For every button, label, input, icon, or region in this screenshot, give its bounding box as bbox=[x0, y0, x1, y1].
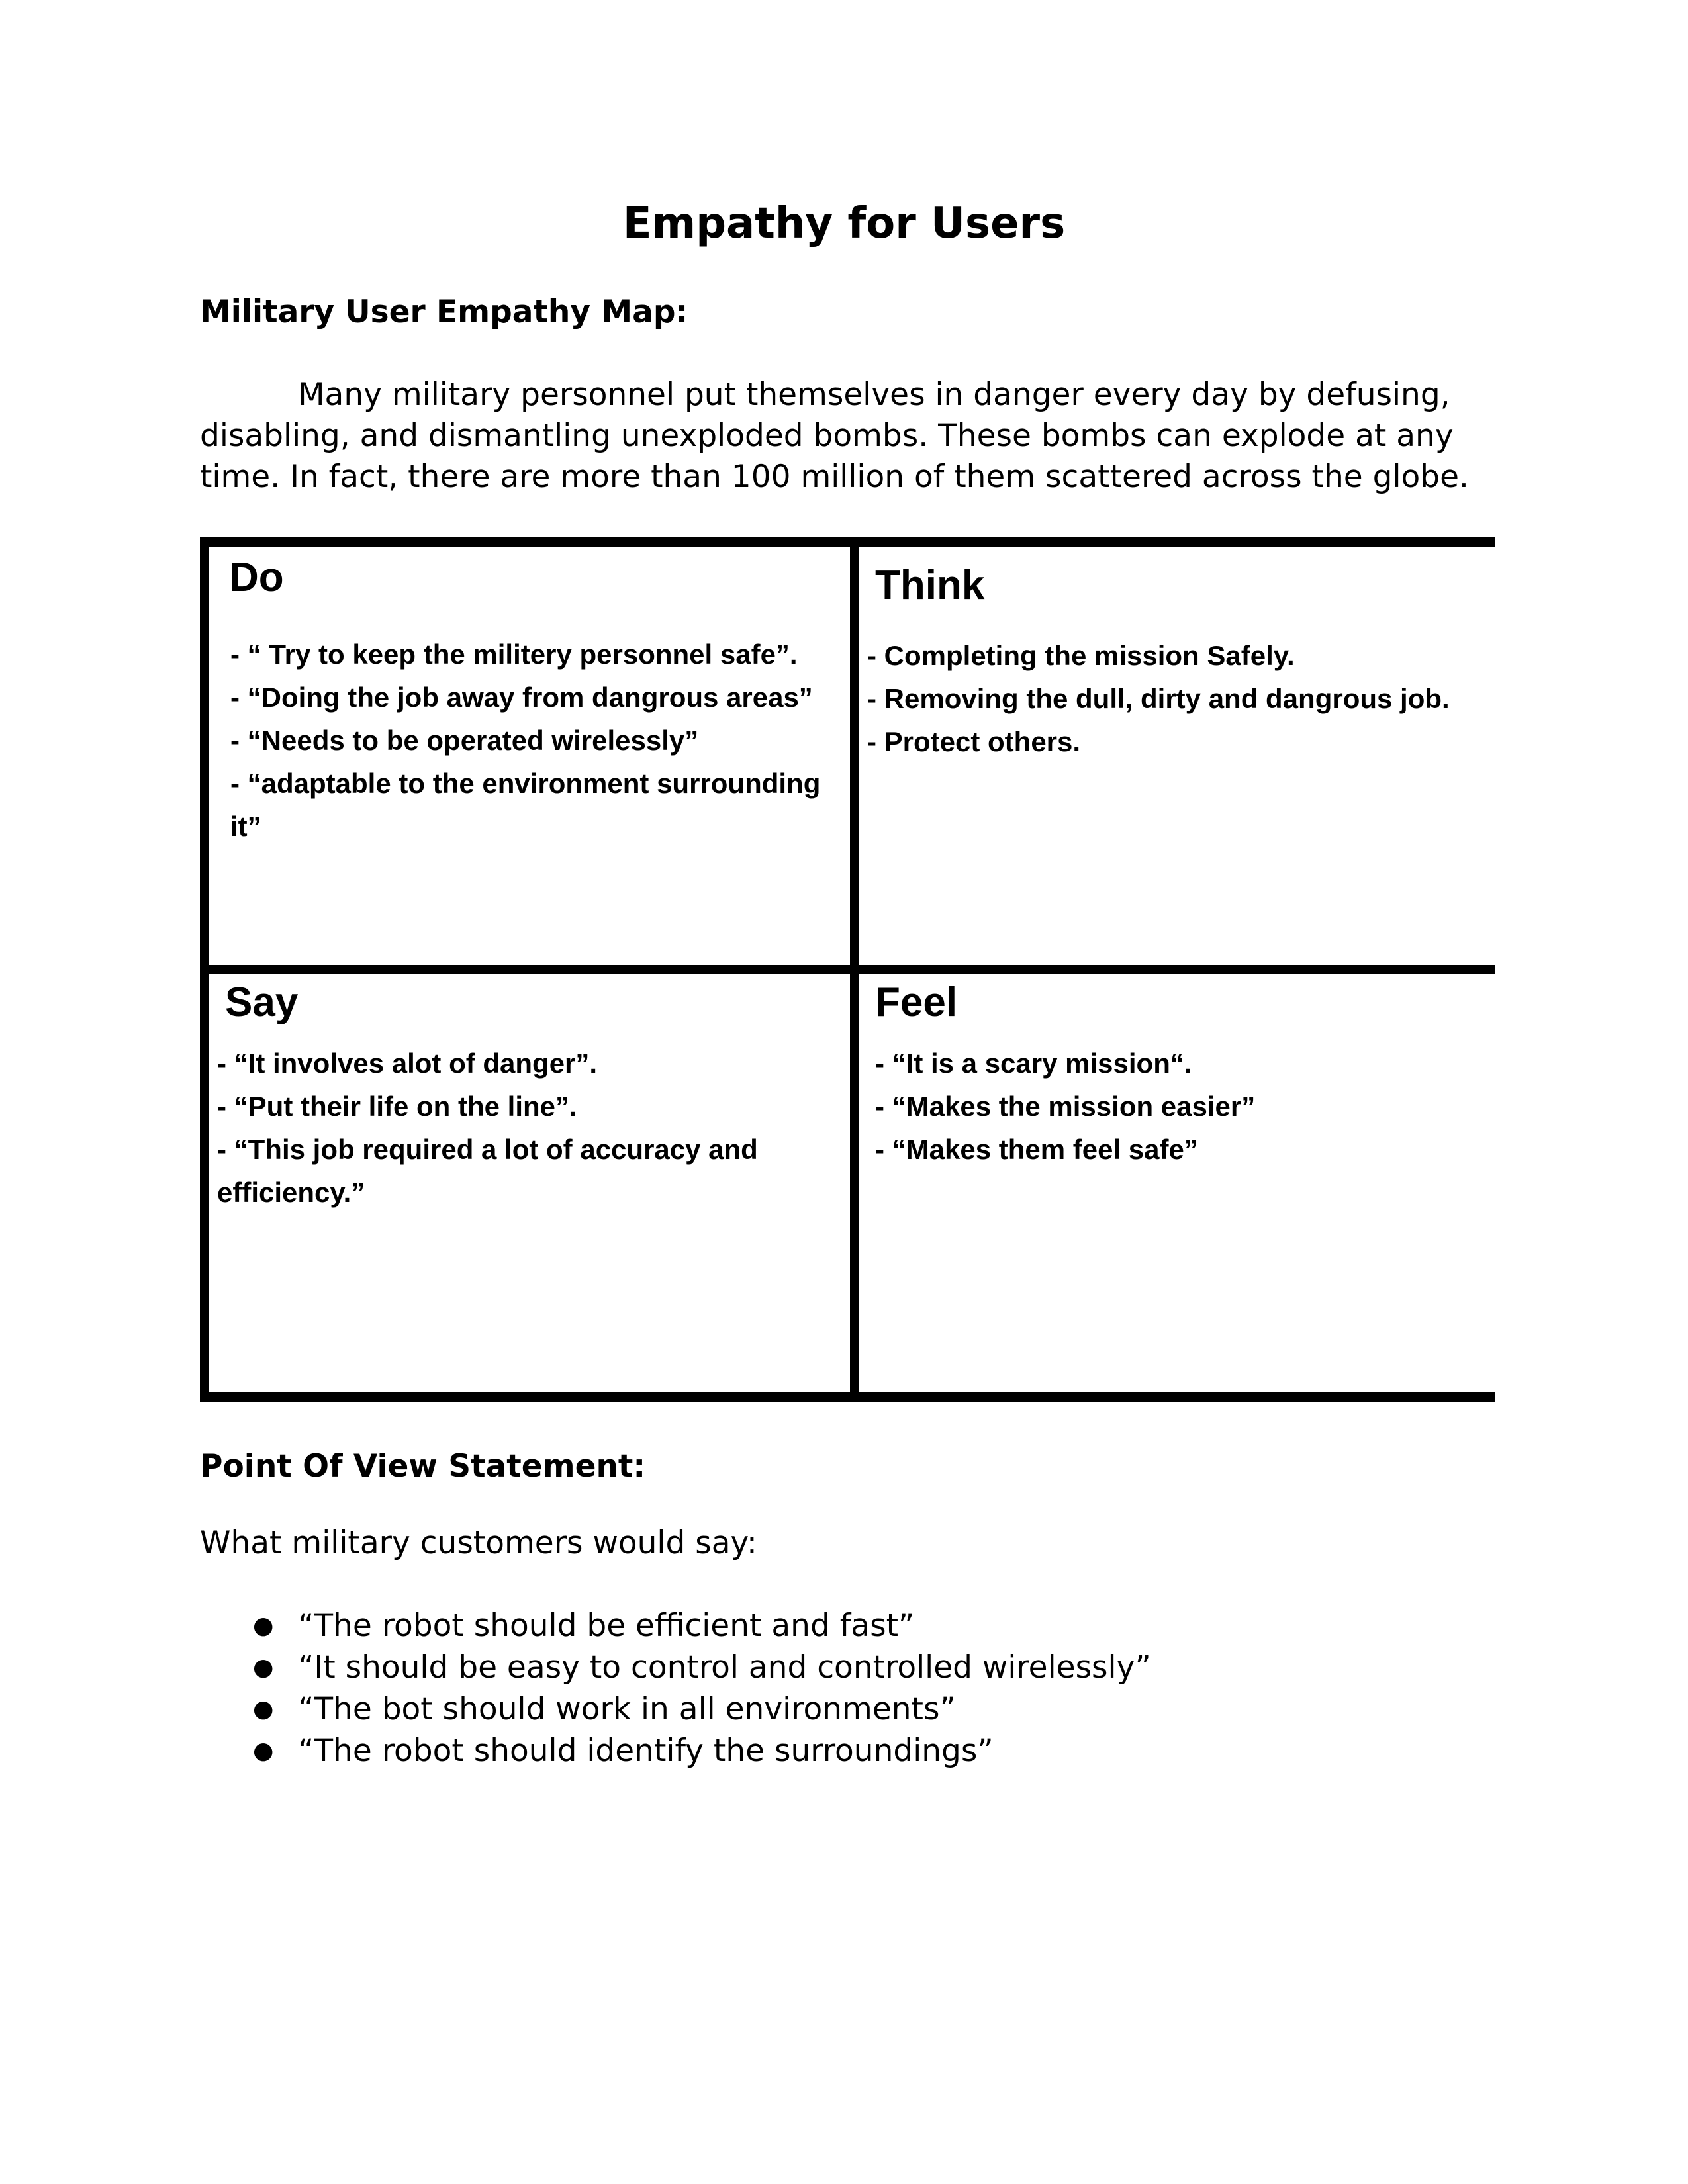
empathy-map-say-quadrant bbox=[209, 970, 855, 1392]
do-item: - “adaptable to the environment surrounding it” bbox=[230, 768, 821, 842]
feel-item: - “Makes them feel safe” bbox=[875, 1134, 1198, 1165]
pov-statements-list bbox=[200, 1605, 1151, 1772]
empathy-map-heading: Military User Empathy Map: bbox=[200, 294, 688, 330]
say-item: - “It involves alot of danger”. bbox=[217, 1048, 598, 1079]
empathy-map-feel-quadrant bbox=[855, 970, 1495, 1392]
intro-paragraph: Many military personnel put themselves in danger every day by defusing, disabling, and dismantling unexploded bombs. These bombs can explode at any time. In fact, there are more than 100 million of them scattered across the globe. bbox=[200, 377, 1469, 495]
do-item: - “Needs to be operated wirelessly” bbox=[230, 725, 699, 756]
say-list bbox=[217, 1042, 839, 1214]
empathy-map-grid bbox=[200, 537, 1495, 1402]
list-item bbox=[200, 1647, 1151, 1688]
bullet-icon: ● bbox=[253, 1737, 274, 1764]
do-item: - “ Try to keep the militery personnel safe”. bbox=[230, 639, 798, 670]
feel-list bbox=[875, 1042, 1484, 1171]
do-item: - “Doing the job away from dangrous areas” bbox=[230, 682, 813, 713]
pov-statement: “The bot should work in all environments” bbox=[298, 1691, 956, 1727]
pov-heading: Point Of View Statement: bbox=[200, 1448, 646, 1484]
think-list bbox=[867, 634, 1489, 763]
empathy-map-do-quadrant bbox=[209, 547, 855, 970]
think-item: - Removing the dull, dirty and dangrous job. bbox=[867, 683, 1450, 714]
pov-statement: “The robot should identify the surroundings” bbox=[298, 1733, 994, 1769]
pov-prompt: What military customers would say: bbox=[200, 1525, 757, 1561]
do-title: Do bbox=[229, 555, 284, 600]
think-item: - Protect others. bbox=[867, 726, 1081, 757]
think-title: Think bbox=[875, 563, 985, 608]
list-item bbox=[200, 1730, 1151, 1772]
feel-item: - “It is a scary mission“. bbox=[875, 1048, 1192, 1079]
say-item: - “This job required a lot of accuracy and efficiency.” bbox=[217, 1134, 758, 1208]
say-title: Say bbox=[225, 979, 299, 1025]
list-item bbox=[200, 1688, 1151, 1730]
feel-title: Feel bbox=[875, 979, 958, 1025]
bullet-icon: ● bbox=[253, 1612, 274, 1639]
bullet-icon: ● bbox=[253, 1696, 274, 1723]
list-item bbox=[200, 1605, 1151, 1647]
pov-statement: “The robot should be efficient and fast” bbox=[298, 1608, 915, 1644]
bullet-icon: ● bbox=[253, 1654, 274, 1681]
pov-statement: “It should be easy to control and controlled wirelessly” bbox=[298, 1649, 1151, 1686]
feel-item: - “Makes the mission easier” bbox=[875, 1091, 1256, 1122]
empathy-map-think-quadrant bbox=[855, 547, 1495, 970]
page-title: Empathy for Users bbox=[622, 199, 1066, 248]
think-item: - Completing the mission Safely. bbox=[867, 640, 1295, 671]
do-list bbox=[217, 633, 846, 848]
say-item: - “Put their life on the line”. bbox=[217, 1091, 577, 1122]
